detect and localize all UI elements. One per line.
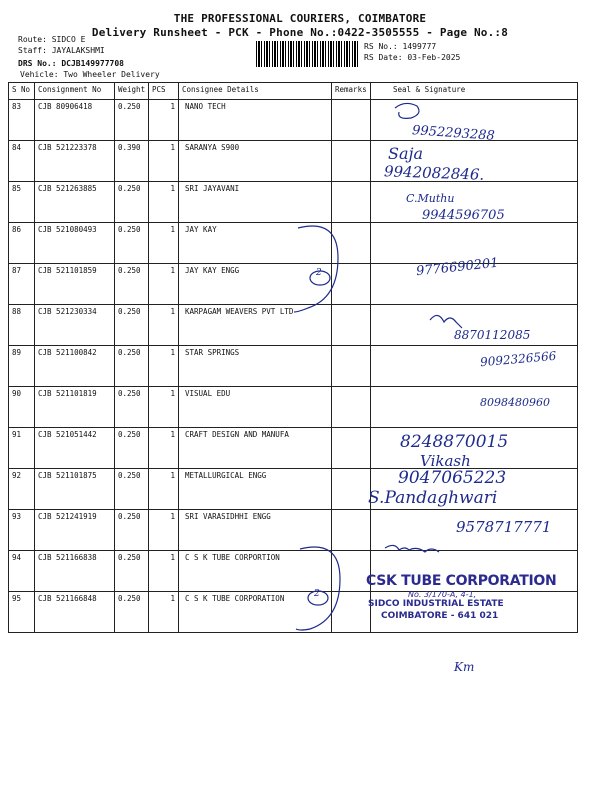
cell-consignment-no-text: CJB 521101819 xyxy=(38,389,97,398)
signature-88-phone: 8870112085 xyxy=(454,328,531,342)
cell-weight-text: 0.250 xyxy=(118,594,141,603)
cell-sno-text: 84 xyxy=(12,143,22,152)
cell-sno-text: 94 xyxy=(12,553,22,562)
rs-number: RS No.: 1499777 xyxy=(364,42,437,51)
signature-84-name: Saja xyxy=(388,144,423,163)
col-sno: S No xyxy=(9,83,35,100)
staff-label: Staff: JAYALAKSHMI xyxy=(18,46,105,55)
cell-consignee-text: SARANYA S900 xyxy=(185,143,240,152)
mark-87: 2 xyxy=(316,268,322,278)
cell-pcs-text: 1 xyxy=(170,348,175,357)
signature-84-phone: 9942082846. xyxy=(383,162,485,184)
cell-pcs-text: 1 xyxy=(170,512,175,521)
cell-consignment-no-text: CJB 521230334 xyxy=(38,307,97,316)
cell-weight-text: 0.250 xyxy=(118,184,141,193)
cell-pcs-text: 1 xyxy=(170,307,175,316)
cell-weight-text: 0.250 xyxy=(118,430,141,439)
cell-sno-text: 90 xyxy=(12,389,22,398)
col-consignee: Consignee Details xyxy=(179,83,332,100)
rs-date: RS Date: 03-Feb-2025 xyxy=(364,53,461,62)
cell-consignee-text: C S K TUBE CORPORTION xyxy=(185,553,280,562)
cell-consignee-text: NANO TECH xyxy=(185,102,226,111)
signature-88-scribble xyxy=(430,315,462,328)
cell-consignment-no-text: CJB 521223378 xyxy=(38,143,97,152)
cell-consignee-text: METALLURGICAL ENGG xyxy=(185,471,267,480)
cell-consignment-no-text: CJB 521166848 xyxy=(38,594,97,603)
drs-number: DRS No.: DCJB149977708 xyxy=(18,59,124,68)
cell-consignee-text: CRAFT DESIGN AND MANUFA xyxy=(185,430,289,439)
cell-sno-text: 95 xyxy=(12,594,22,603)
cell-consignment-no-text: CJB 521241919 xyxy=(38,512,97,521)
cell-sno-text: 85 xyxy=(12,184,22,193)
signature-89-phone: 9092326566 xyxy=(479,348,557,370)
cell-consignee-text: SRI VARASIDHHI ENGG xyxy=(185,512,271,521)
cell-consignment-no-text: CJB 80906418 xyxy=(38,102,93,111)
cell-weight-text: 0.250 xyxy=(118,225,141,234)
stamp-company-name: CSK TUBE CORPORATION xyxy=(366,573,557,589)
col-consignment: Consignment No xyxy=(35,83,115,100)
cell-pcs-text: 1 xyxy=(170,184,175,193)
signature-92-name: Vikash xyxy=(420,452,471,470)
cell-weight-text: 0.390 xyxy=(118,143,141,152)
cell-sno-text: 88 xyxy=(12,307,22,316)
cell-consignment-no-text: CJB 521101875 xyxy=(38,471,97,480)
cell-weight-text: 0.250 xyxy=(118,389,141,398)
stamp-estate: SIDCO INDUSTRIAL ESTATE xyxy=(368,599,504,609)
cell-consignee-text: C S K TUBE CORPORATION xyxy=(185,594,285,603)
cell-consignee-text: SRI JAYAVANI xyxy=(185,184,240,193)
cell-weight-text: 0.250 xyxy=(118,553,141,562)
cell-consignee-text: VISUAL EDU xyxy=(185,389,231,398)
cell-consignment-no-text: CJB 521051442 xyxy=(38,430,97,439)
cell-consignment-no-text: CJB 521263885 xyxy=(38,184,97,193)
signature-90-phone: 8098480960 xyxy=(480,396,550,409)
cell-pcs-text: 1 xyxy=(170,553,175,562)
signature-94-scribble xyxy=(385,545,439,552)
signature-92-phone: 9047065223 xyxy=(398,468,507,488)
cell-consignee-text: STAR SPRINGS xyxy=(185,348,240,357)
mark-95: 2 xyxy=(314,589,320,599)
signature-83-phone: 9952293288 xyxy=(411,123,496,144)
cell-consignment-no-text: CJB 521166838 xyxy=(38,553,97,562)
stamp-address: No. 3/170-A, 4-1, xyxy=(408,590,477,599)
cell-sno-text: 89 xyxy=(12,348,22,357)
stamp-city: COIMBATORE - 641 021 xyxy=(381,611,499,621)
cell-pcs-text: 1 xyxy=(170,389,175,398)
signature-93-name: S.Pandaghwari xyxy=(368,488,498,508)
runsheet-subtitle: Delivery Runsheet - PCK - Phone No.:0422-3505555 - Page No.:8 xyxy=(91,26,509,39)
col-pcs: PCS xyxy=(149,83,179,100)
vehicle-label: Vehicle: Two Wheeler Delivery xyxy=(20,70,160,79)
cell-sno-text: 93 xyxy=(12,512,22,521)
cell-weight-text: 0.250 xyxy=(118,471,141,480)
col-remarks: Remarks xyxy=(332,83,371,100)
cell-pcs-text: 1 xyxy=(170,225,175,234)
cell-sno-text: 83 xyxy=(12,102,22,111)
cell-weight-text: 0.250 xyxy=(118,307,141,316)
cell-consignee-text: JAY KAY xyxy=(185,225,217,234)
cell-sno-text: 91 xyxy=(12,430,22,439)
cell-sno-text: 87 xyxy=(12,266,22,275)
cell-pcs-text: 1 xyxy=(170,143,175,152)
cell-consignment-no-text: CJB 521101859 xyxy=(38,266,97,275)
signature-83-scribble xyxy=(395,103,419,118)
signature-87-phone: 9776690201 xyxy=(415,255,500,280)
signature-85-phone: 9944596705 xyxy=(422,208,505,223)
cell-pcs-text: 1 xyxy=(170,266,175,275)
cell-pcs-text: 1 xyxy=(170,594,175,603)
cell-consignee-text: JAY KAY ENGG xyxy=(185,266,240,275)
signature-93-phone: 9578717771 xyxy=(456,518,552,536)
col-weight: Weight xyxy=(115,83,149,100)
cell-consignment-no-text: CJB 521080493 xyxy=(38,225,97,234)
cell-consignee-text: KARPAGAM WEAVERS PVT LTD xyxy=(185,307,294,316)
cell-sno-text: 92 xyxy=(12,471,22,480)
cell-sno-text: 86 xyxy=(12,225,22,234)
cell-weight-text: 0.250 xyxy=(118,348,141,357)
cell-pcs-text: 1 xyxy=(170,102,175,111)
footer-initials: Km xyxy=(454,660,475,674)
cell-weight-text: 0.250 xyxy=(118,266,141,275)
company-title: THE PROFESSIONAL COURIERS, COIMBATORE xyxy=(173,12,427,25)
signature-85-name: C.Muthu xyxy=(406,192,455,205)
cell-weight-text: 0.250 xyxy=(118,102,141,111)
route-label: Route: SIDCO E xyxy=(18,35,86,44)
cell-pcs-text: 1 xyxy=(170,430,175,439)
cell-pcs-text: 1 xyxy=(170,471,175,480)
col-seal-signature: Seal & Signature xyxy=(371,83,578,100)
cell-weight-text: 0.250 xyxy=(118,512,141,521)
cell-consignment-no-text: CJB 521100842 xyxy=(38,348,97,357)
signature-91-phone: 8248870015 xyxy=(400,432,509,452)
